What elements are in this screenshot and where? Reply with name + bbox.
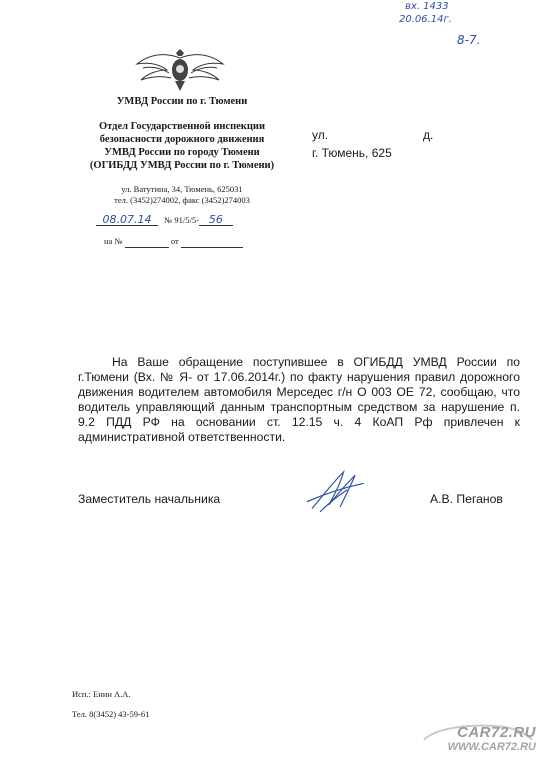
watermark <box>418 724 536 753</box>
department-block <box>60 120 304 172</box>
letter-body <box>78 355 520 445</box>
dept-line: безопасности дорожного движения <box>99 134 265 145</box>
watermark-url: WWW.CAR72.RU <box>447 741 536 753</box>
dept-line: (ОГИБДД УМВД России по г. Тюмени) <box>89 160 275 171</box>
signatory-position: Заместитель начальника <box>78 492 221 506</box>
signatory-name: А.В. Пеганов <box>430 492 503 506</box>
body-paragraph: На Ваше обращение поступившее в ОГИБДД УМВД России по г.Тюмени (Вх. № Я- от 17.06.2014г.) по факту нарушения правил дорожного движения водителем автомобиля Мерседес г/н О 003 ОЕ 72, сообщаю, что водитель управляющий данным транспортным средством за нарушение п. 9.2 ПДД РФ на основании ст. 12.15 ч. 4 КоАП Рф привлечен к административной ответственности. <box>78 355 520 444</box>
reference-line <box>104 236 264 248</box>
recipient-street: ул. <box>312 128 329 142</box>
outgoing-date: 08.07.14 <box>96 214 158 226</box>
dept-line: Отдел Государственной инспекции <box>98 121 266 132</box>
org-name: УМВД России по г. Тюмени <box>116 96 248 107</box>
recipient-block <box>312 128 462 160</box>
registration-stamp <box>395 0 535 47</box>
stamp-number: вх. 1433 <box>405 1 449 12</box>
ref-date-blank <box>181 236 243 248</box>
eagle-emblem-icon <box>135 48 225 92</box>
dept-line: УМВД России по городу Тюмени <box>104 147 260 158</box>
address-line: тел. (3452)274002, факс (3452)274003 <box>114 195 250 205</box>
watermark-brand: CAR72.RU <box>456 724 536 741</box>
recipient-house: д. <box>423 128 434 142</box>
ref-number-blank <box>125 236 169 248</box>
ref-label: на № <box>104 236 123 246</box>
stamp-code: 8-7. <box>457 33 481 47</box>
address-line: ул. Ватутина, 34, Тюмень, 625031 <box>121 184 243 194</box>
executor: Исп.: Енин А.А. <box>72 689 131 699</box>
outgoing-number-hand: 56 <box>199 214 233 226</box>
handwritten-signature <box>304 462 370 518</box>
recipient-city: г. Тюмень, 625 <box>312 146 392 160</box>
address-block <box>60 184 304 206</box>
outgoing-number-line <box>96 214 266 226</box>
stamp-date: 20.06.14г. <box>399 14 452 25</box>
executor-phone: Тел. 8(3452) 43-59-61 <box>72 709 150 719</box>
outgoing-number-prefix: № 91/5/5- <box>164 215 199 225</box>
recipient-street-line <box>312 128 462 146</box>
footer-block <box>72 684 272 724</box>
ref-from-label: от <box>170 236 179 246</box>
